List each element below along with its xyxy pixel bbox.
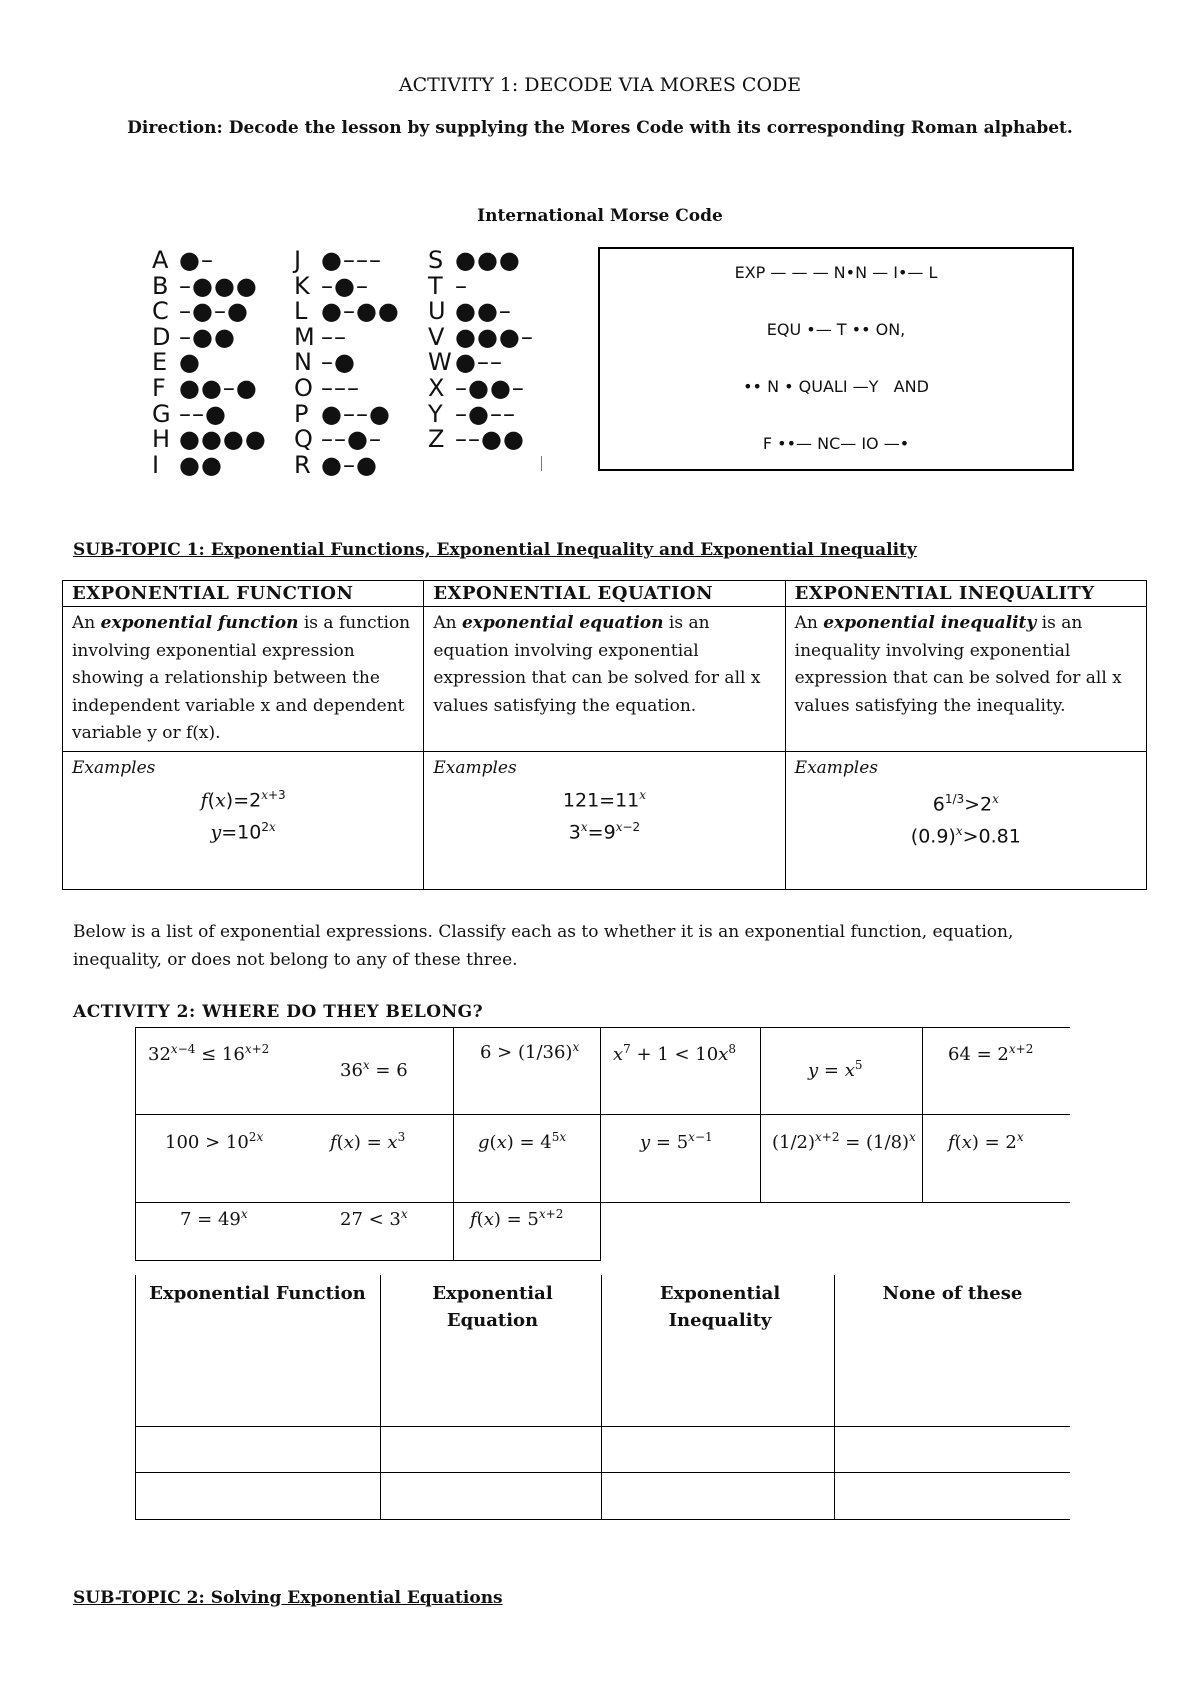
grid-line [380, 1275, 381, 1520]
grid-line [760, 1027, 761, 1202]
example-equation-2: $3^x=9^{x-2}$ [568, 820, 641, 844]
expression-item: $32^{x-4} \le 16^{x+2}$ [148, 1042, 270, 1065]
grid-line [600, 1027, 601, 1261]
morse-row-m: M –– [294, 322, 347, 351]
examples-inequality: Examples $6^{1/3}>2^x$ $(0.9)^x>0.81$ [785, 751, 1146, 889]
grid-line [922, 1027, 923, 1202]
morse-row-z: Z ––●● [428, 425, 525, 454]
subtopic1-heading: SUB-TOPIC 1: Exponential Functions, Exponential Inequality and Exponential Inequality [73, 540, 917, 560]
expression-item: $6 > (1/36)^x$ [480, 1040, 580, 1063]
class-header-equation: Exponential Equation [432, 1283, 553, 1331]
examples-equation: Examples $121=11^x$ $3^x=9^{x-2}$ [424, 751, 785, 889]
puzzle-line-1: EXP — — — N•N — I•— L [734, 263, 938, 282]
grid-line [135, 1275, 136, 1520]
definition-function: An exponential function is a function involving exponential expression showing a relationship between the independent variable x and dependent variable y or f(x). [63, 607, 424, 752]
grid-line [135, 1114, 1070, 1115]
morse-column-s-z [428, 248, 534, 453]
example-function-2: $y=10^{2x}$ [210, 820, 276, 844]
expression-item: $y = x^5$ [808, 1058, 863, 1081]
expression-item: $64 = 2^{x+2}$ [948, 1042, 1034, 1065]
morse-row-k: K –●– [294, 271, 369, 300]
morse-row-x: X –●●– [428, 373, 525, 402]
header-exponential-equation: EXPONENTIAL EQUATION [424, 581, 785, 607]
morse-row-r: R ●–● [294, 450, 378, 479]
morse-row-o: O ––– [294, 373, 360, 402]
puzzle-line-2: EQU •— T •• ON, [766, 320, 906, 339]
example-inequality-2: $(0.9)^x>0.81$ [910, 824, 1021, 848]
expression-item: $f(x) = 5^{x+2}$ [470, 1207, 564, 1230]
expression-item: $x^7 + 1 < 10x^8$ [613, 1042, 737, 1065]
grid-line [135, 1426, 1070, 1427]
morse-row-l: L ●–●● [294, 297, 400, 326]
grid-line [135, 1519, 1070, 1520]
definition-equation: An exponential equation is an equation involving exponential expression that can be solved for all x values satisfying the equation. [424, 607, 785, 752]
expression-item: $f(x) = x^3$ [330, 1130, 406, 1153]
grid-line [135, 1202, 1070, 1203]
morse-column-a-i [152, 248, 267, 478]
activity1-direction: Direction: Decode the lesson by supplying the Mores Code with its corresponding Roman alphabet. [127, 118, 1073, 138]
morse-row-c: C –●–● [152, 297, 249, 326]
puzzle-line-3: •• N • QUALI —Y AND [743, 377, 929, 396]
expression-item: $(1/2)^{x+2} = (1/8)^x$ [772, 1130, 916, 1153]
morse-row-u: U ●●– [428, 297, 512, 326]
divider-tick [541, 456, 542, 471]
morse-row-s: S ●●● [428, 246, 521, 274]
definition-inequality: An exponential inequality is an inequality involving exponential expression that can be solved for all x values satisfying the inequality. [785, 607, 1146, 752]
grid-line [453, 1027, 454, 1261]
morse-row-w: W●–– [428, 348, 503, 377]
class-header-function: Exponential Function [149, 1283, 366, 1304]
morse-row-b: B –●●● [152, 271, 258, 300]
puzzle-line-4: F ••— NC— IO —• [762, 434, 910, 453]
grid-line [135, 1027, 1070, 1028]
example-equation-1: $121=11^x$ [562, 788, 647, 812]
morse-code-title: International Morse Code [477, 206, 723, 226]
header-exponential-function: EXPONENTIAL FUNCTION [63, 581, 424, 607]
morse-row-y: Y –●–– [428, 399, 516, 428]
expression-item: $y = 5^{x-1}$ [640, 1130, 713, 1153]
morse-row-f: F ●●–● [152, 373, 258, 402]
subtopic2-heading: SUB-TOPIC 2: Solving Exponential Equations [73, 1588, 503, 1608]
morse-row-g: G ––● [152, 399, 227, 428]
expression-item: $27 < 3^x$ [340, 1207, 408, 1230]
class-header-inequality: Exponential Inequality [659, 1283, 781, 1331]
expression-item: $36^x = 6$ [340, 1058, 408, 1081]
morse-row-a: A ●– [152, 246, 214, 274]
examples-function: Examples $f(x)=2^{x+3}$ $y=10^{2x}$ [63, 751, 424, 889]
morse-column-j-r [294, 248, 400, 478]
grid-line [135, 1027, 136, 1261]
morse-row-n: N –● [294, 348, 356, 377]
definitions-table [62, 580, 1147, 890]
grid-line [834, 1275, 835, 1520]
morse-row-h: H ●●●● [152, 425, 267, 454]
morse-row-e: E ● [152, 348, 201, 377]
morse-row-p: P ●––● [294, 399, 391, 428]
header-exponential-inequality: EXPONENTIAL INEQUALITY [785, 581, 1146, 607]
morse-row-q: Q ––●– [294, 425, 382, 454]
example-inequality-1: $6^{1/3}>2^x$ [932, 792, 999, 816]
morse-row-j: J ●––– [294, 246, 382, 274]
example-function-1: $f(x)=2^{x+3}$ [200, 788, 286, 812]
activity1-title: ACTIVITY 1: DECODE VIA MORES CODE [398, 74, 802, 96]
class-header-none: None of these [882, 1283, 1023, 1304]
expression-item: $g(x) = 4^{5x}$ [478, 1130, 567, 1153]
expression-item: $7 = 49^x$ [180, 1207, 248, 1230]
activity2-title: ACTIVITY 2: WHERE DO THEY BELONG? [73, 1002, 484, 1022]
morse-row-t: T – [428, 271, 468, 300]
grid-line [601, 1275, 602, 1520]
grid-line [135, 1260, 600, 1261]
morse-row-d: D –●● [152, 322, 236, 351]
morse-row-i: I ●● [152, 450, 223, 479]
decode-puzzle-box [598, 247, 1074, 471]
instructions-paragraph: Below is a list of exponential expressions. Classify each as to whether it is an exponential function, equation, inequality, or does not belong to any of these three. [73, 922, 1014, 970]
grid-line [135, 1472, 1070, 1473]
morse-row-v: V ●●●– [428, 322, 534, 351]
expression-item: $100 > 10^{2x}$ [165, 1130, 264, 1153]
expression-item: $f(x) = 2^x$ [948, 1130, 1024, 1153]
